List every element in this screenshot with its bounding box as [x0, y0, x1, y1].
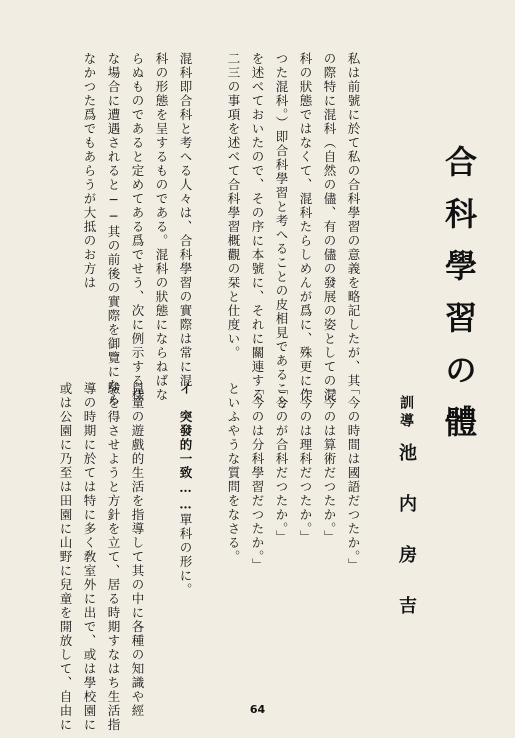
middle-line-4: な場合に遭遇されると──其の前後の實際を御覽になら	[106, 52, 121, 407]
intro-line-4: つた混科。）即合科學習と考へることの皮相見であること	[274, 52, 289, 410]
middle-line-2: 科の形態を呈するものである。混科の狀態にならねばな	[154, 52, 169, 402]
question-line-3: 「今のは理科だつたか。」	[298, 382, 313, 544]
intro-line-3: 科の狀態ではなくて、混科たらしめんが爲に、殊更に作	[298, 52, 313, 402]
middle-line-1: 混科即合科と考へる人々は、合科學習の實際は常に混	[178, 52, 193, 388]
article-title: 合科學習の體	[440, 145, 478, 457]
author-role: 訓導	[398, 395, 414, 431]
question-line-5: 「今のは分科學習だつたか。」	[250, 382, 265, 572]
question-line-2: 「今のは算術だつたか。」	[322, 382, 337, 544]
intro-line-5: を述べておいたので、その序に本號に、それに關連する	[250, 52, 265, 402]
intro-line-1: 私は前號に於て私の合科學習の意義を略記したが、其	[346, 52, 361, 388]
section-heading: イ 突發的一致……	[178, 382, 193, 513]
page-number: 64	[249, 703, 266, 716]
question-line-1: 「今の時間は國語だつたか。」	[346, 382, 361, 572]
intro-line-2: の際特に混科（自然の儘、有の儘の發展の姿としての混	[322, 52, 337, 402]
lower-line-3: 導の時期に於ては特に多く敎室外に出で、或は學校園に	[82, 382, 97, 732]
section-heading-line	[174, 382, 196, 597]
lower-line-1: 兒童の遊戲的生活を指導して其の中に各種の知識や經	[130, 382, 145, 718]
lower-line-4: 或は公園に乃至は田園に山野に兒童を開放して、自由に	[58, 382, 73, 732]
intro-line-6: 二三の事項を述べて合科學習概觀の栞と仕度い。	[226, 52, 241, 360]
question-line-4: 「今のが合科だつたか。」	[274, 382, 289, 544]
author-name: 池 内 房 吉	[396, 443, 417, 620]
middle-line-3: らぬものであると定めてある爲でせう、次に例示する樣	[130, 52, 145, 402]
lower-line-2: 驗を得させようと方針を立て、居る時期すなはち生活指	[106, 382, 121, 732]
author-line	[393, 395, 419, 620]
question-line-6: といふやうな質問をなさる。	[226, 382, 241, 564]
middle-line-5: なかつた爲でもあらうが大抵のお方は	[82, 52, 97, 290]
section-heading-tail: 單科の形に。	[178, 513, 193, 597]
